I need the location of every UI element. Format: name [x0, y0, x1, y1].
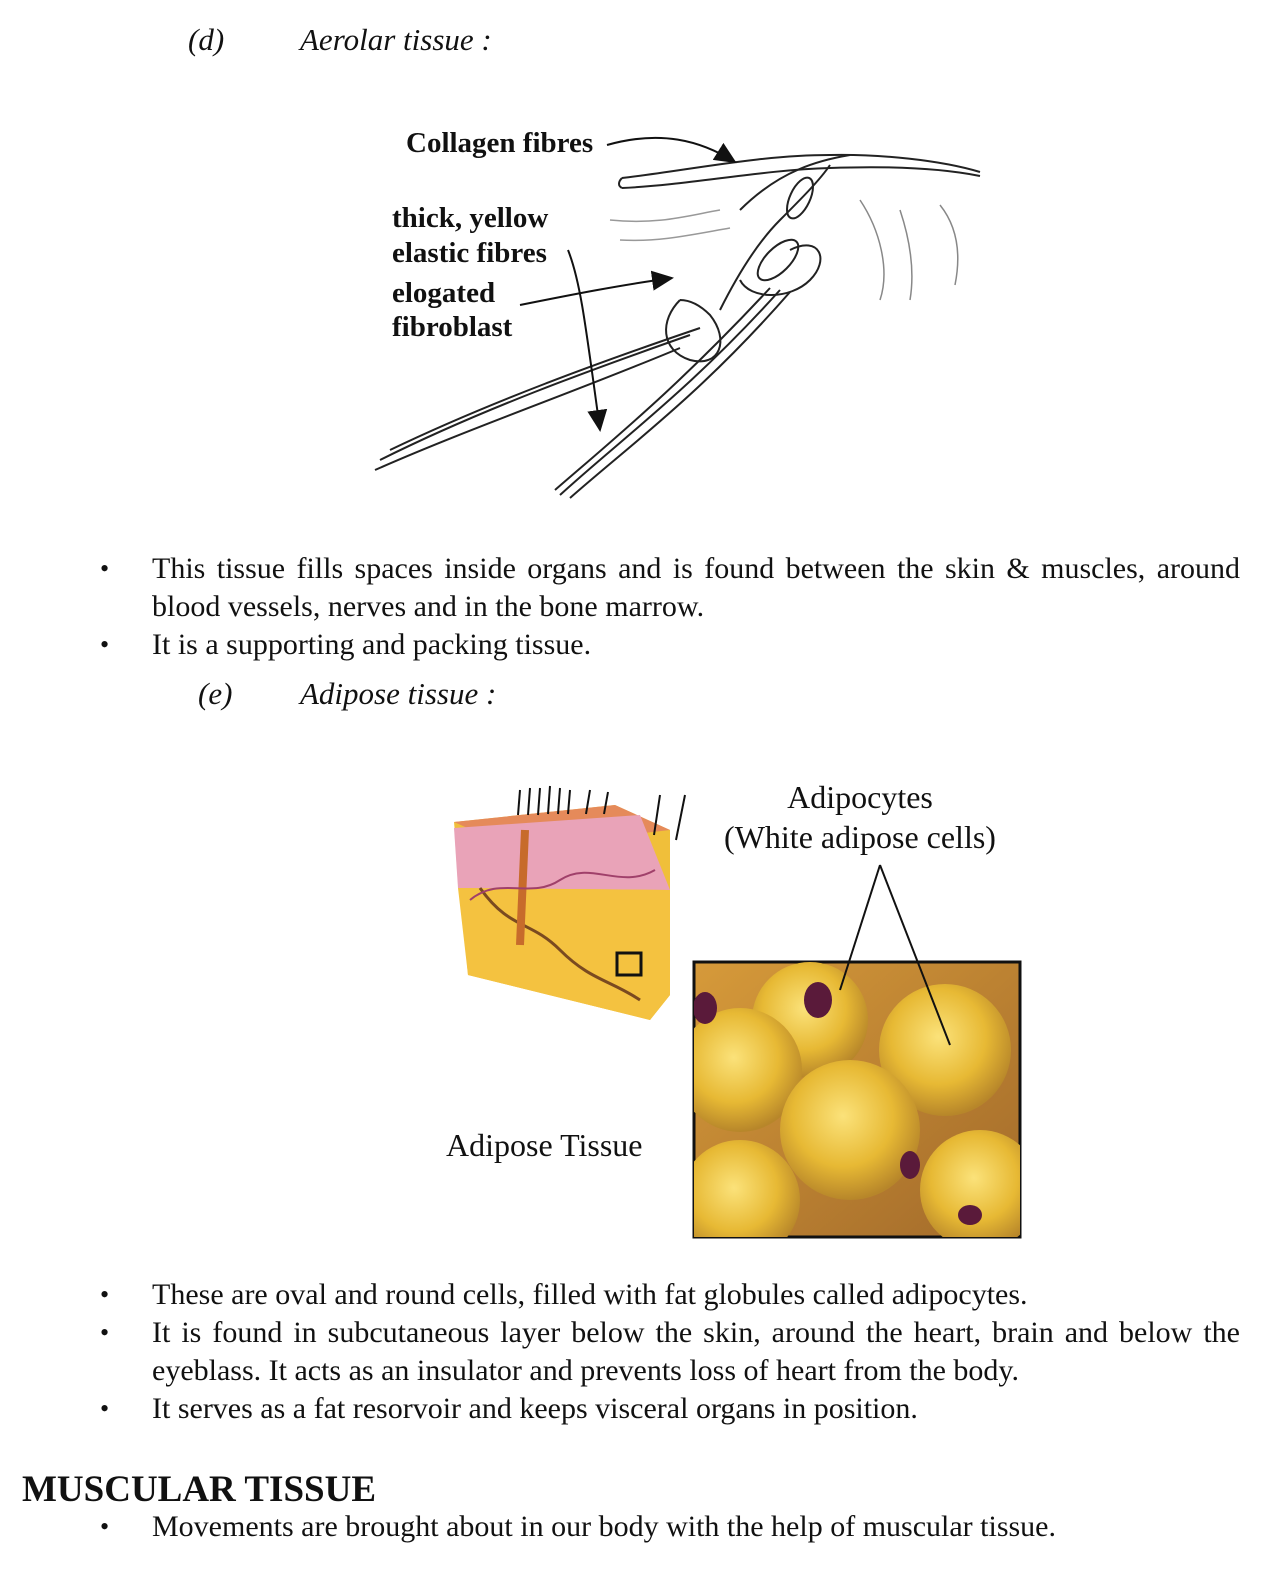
- list-item: • It serves as a fat resorvoir and keeps visceral organs in position.: [100, 1390, 1240, 1428]
- label-fibroblast-line1: elogated: [392, 277, 496, 309]
- label-elastic-fibres-line2: elastic fibres: [392, 237, 547, 269]
- section-e-title: Adipose tissue :: [300, 676, 497, 711]
- skin-section-illustration: [454, 786, 685, 1020]
- section-d-title: Aerolar tissue :: [300, 22, 492, 57]
- aerolar-tissue-diagram: [360, 110, 1030, 510]
- section-e-marker: (e): [198, 676, 233, 711]
- aerolar-points: [100, 550, 1240, 664]
- list-item: • It is a supporting and packing tissue.: [100, 626, 1240, 664]
- label-elastic-fibres-line1: thick, yellow: [392, 202, 549, 234]
- list-item: • These are oval and round cells, filled with fat globules called adipocytes.: [100, 1276, 1240, 1314]
- label-adipocytes: Adipocytes: [787, 779, 933, 815]
- adipose-tissue-diagram: [440, 770, 1040, 1250]
- section-d-marker: (d): [188, 22, 225, 57]
- list-item: • This tissue fills spaces inside organs and is found between the skin & muscles, around blood vessels, nerves and in the bone marrow.: [100, 550, 1240, 626]
- label-fibroblast-line2: fibroblast: [392, 311, 513, 343]
- section-heading-muscular-tissue: MUSCULAR TISSUE: [22, 1469, 376, 1510]
- muscular-points: [100, 1508, 1240, 1546]
- adipose-points: [100, 1276, 1240, 1428]
- label-collagen-fibres: Collagen fibres: [406, 127, 594, 159]
- label-white-adipose-cells: (White adipose cells): [724, 819, 996, 855]
- label-adipose-tissue: Adipose Tissue: [446, 1127, 643, 1163]
- adipocytes-closeup: [678, 962, 1040, 1260]
- list-item: • Movements are brought about in our body with the help of muscular tissue.: [100, 1508, 1240, 1546]
- list-item: • It is found in subcutaneous layer below the skin, around the heart, brain and below the eyeblass. It acts as an insulator and prevents loss of heart from the body.: [100, 1314, 1240, 1390]
